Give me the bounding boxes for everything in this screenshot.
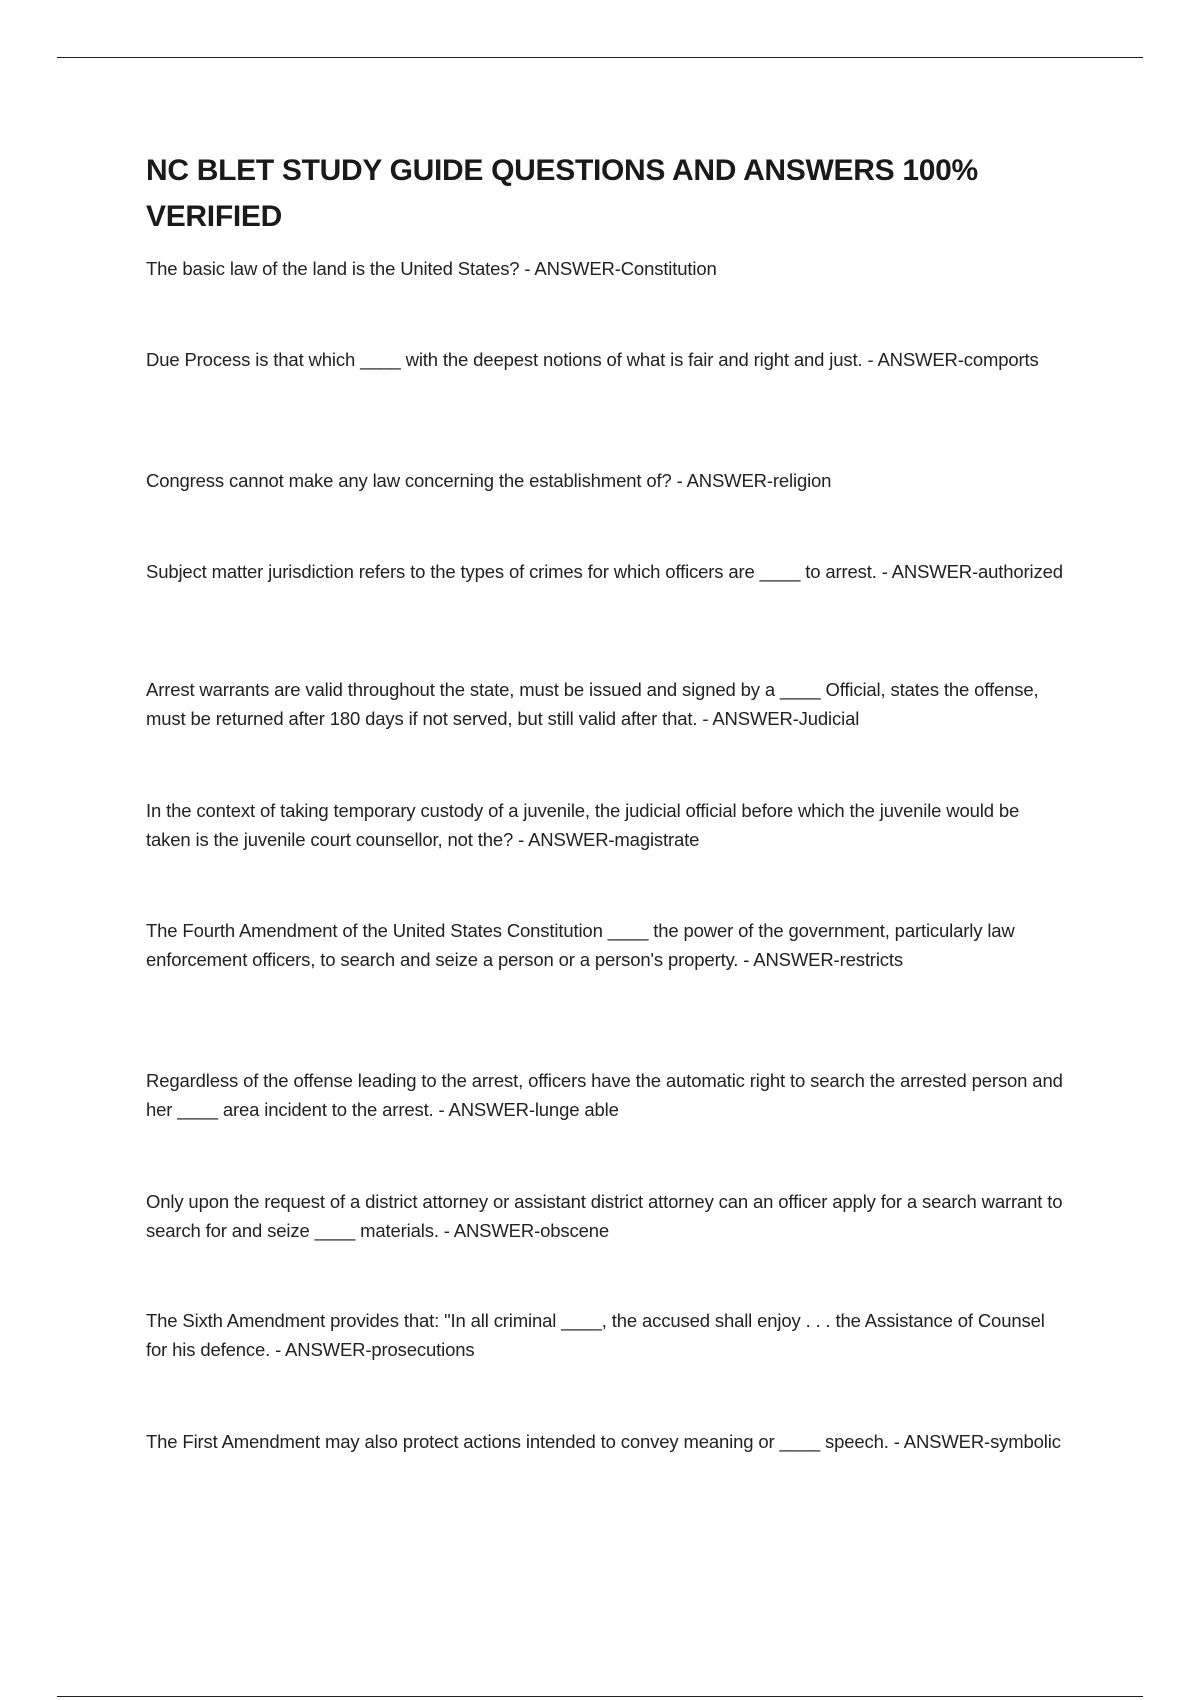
qa-item: Due Process is that which ____ with the deepest notions of what is fair and right and just. - ANSWER-comports — [146, 349, 1039, 370]
qa-item: Only upon the request of a district attorney or assistant district attorney can an officer apply for a search warrant to search for and seize ____ materials. - ANSWER-obscene — [146, 1191, 1063, 1241]
document-body — [146, 148, 1066, 1452]
qa-item: Congress cannot make any law concerning the establishment of? - ANSWER-religion — [146, 470, 832, 491]
qa-item: In the context of taking temporary custody of a juvenile, the judicial official before which the juvenile would be taken is the juvenile court counsellor, not the? - ANSWER-magistrate — [146, 800, 1020, 850]
top-divider — [57, 57, 1143, 58]
bottom-divider — [57, 1696, 1143, 1697]
qa-item: The basic law of the land is the United States? - ANSWER-Constitution — [146, 258, 717, 279]
qa-item: The Sixth Amendment provides that: "In all criminal ____, the accused shall enjoy . . . the Assistance of Counsel for his defence. - ANSWER-prosecutions — [146, 1310, 1045, 1360]
qa-item: Arrest warrants are valid throughout the state, must be issued and signed by a ____ Official, states the offense, must be returned after 180 days if not served, but still valid after that. - ANSWER-Judicial — [146, 679, 1039, 729]
document-title: NC BLET STUDY GUIDE QUESTIONS AND ANSWERS 100% VERIFIED — [146, 154, 978, 233]
qa-item: Regardless of the offense leading to the arrest, officers have the automatic right to search the arrested person and her ____ area incident to the arrest. - ANSWER-lunge able — [146, 1070, 1063, 1120]
qa-item: Subject matter jurisdiction refers to the types of crimes for which officers are ____ to arrest. - ANSWER-authorized — [146, 561, 1063, 582]
qa-item: The Fourth Amendment of the United States Constitution ____ the power of the government, particularly law enforcement officers, to search and seize a person or a person's property. - ANSWER-restricts — [146, 920, 1015, 970]
qa-item: The First Amendment may also protect actions intended to convey meaning or ____ speech. - ANSWER-symbolic — [146, 1431, 1061, 1452]
